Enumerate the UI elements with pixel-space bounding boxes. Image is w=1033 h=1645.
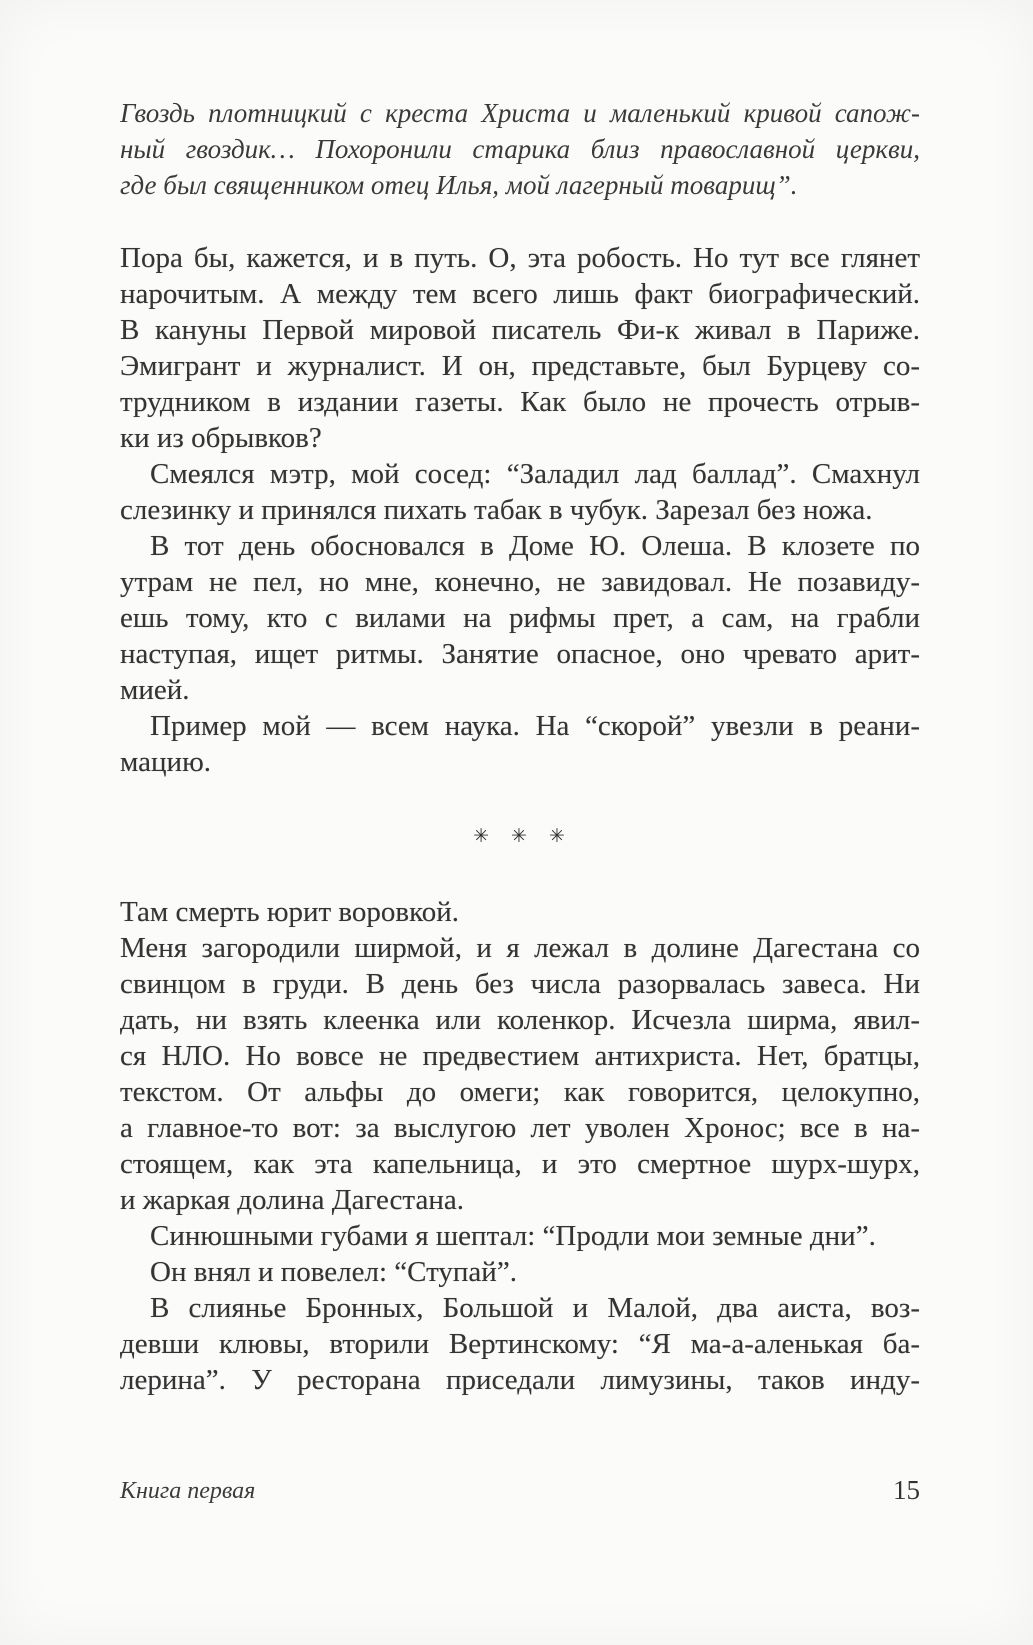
paragraph xyxy=(120,708,920,780)
paragraph xyxy=(120,456,920,528)
text-line: ный гвоздик… Похоронили старика близ православной церкви, xyxy=(120,134,920,164)
text-line: дать, ни взять клеенка или коленкор. Исчезла ширма, явил- xyxy=(120,1004,920,1036)
text-line: ки из обрывков? xyxy=(120,422,322,454)
text-line: Эмигрант и журналист. И он, представьте, был Бурцеву со- xyxy=(120,350,920,382)
paragraph xyxy=(120,1218,920,1254)
paragraph xyxy=(120,894,920,930)
paragraph xyxy=(120,930,920,1218)
text-line: слезинку и принялся пихать табак в чубук. Зарезал без ножа. xyxy=(120,494,873,526)
text-line: мией. xyxy=(120,674,190,706)
text-line: Пример мой — всем наука. На “скорой” увезли в реани- xyxy=(150,710,920,742)
text-line: В кануны Первой мировой писатель Фи-к живал в Париже. xyxy=(120,314,920,346)
text-line: Там смерть юрит воровкой. xyxy=(120,896,460,928)
paragraph xyxy=(120,240,920,456)
text-line: Смеялся мэтр, мой сосед: “Заладил лад баллад”. Смахнул xyxy=(150,458,920,490)
text-line: наступая, ищет ритмы. Занятие опасное, оно чревато арит- xyxy=(120,638,920,670)
text-line: свинцом в груди. В день без числа разорвалась завеса. Ни xyxy=(120,968,920,1000)
text-line: нарочитым. А между тем всего лишь факт биографический. xyxy=(120,278,920,310)
text-line: ся НЛО. Но вовсе не предвестием антихриста. Нет, братцы, xyxy=(120,1040,920,1072)
section-2 xyxy=(120,894,920,1398)
text-line: В тот день обосновался в Доме Ю. Олеша. В клозете по xyxy=(150,530,920,562)
text-line: трудником в издании газеты. Как было не прочесть отрыв- xyxy=(120,386,920,418)
text-line: В слиянье Бронных, Большой и Малой, два аиста, воз- xyxy=(150,1292,920,1324)
paragraph xyxy=(120,1254,920,1290)
text-line: лерина”. У ресторана приседали лимузины, таков инду- xyxy=(120,1364,920,1396)
text-line: девши клювы, вторили Вертинскому: “Я ма-а-аленькая ба- xyxy=(120,1328,920,1360)
text-line: утрам не пел, но мне, конечно, не завидовал. Не позавиду- xyxy=(120,566,920,598)
text-line: Синюшными губами я шептал: “Продли мои земные дни”. xyxy=(150,1220,876,1252)
text-line: мацию. xyxy=(120,746,211,778)
section-separator: ✳ ✳ ✳ xyxy=(473,825,567,847)
text-line: где был священником отец Илья, мой лагерный товарищ”. xyxy=(120,170,798,200)
footer-book-label: Книга первая xyxy=(120,1478,256,1504)
paragraph xyxy=(120,1290,920,1398)
text-line: Гвоздь плотницкий с креста Христа и маленький кривой сапож- xyxy=(120,98,920,128)
section-1 xyxy=(120,240,920,780)
text-line: Он внял и повелел: “Ступай”. xyxy=(150,1256,517,1288)
text-line: а главное-то вот: за выслугою лет уволен Хронос; все в на- xyxy=(120,1112,920,1144)
paragraph xyxy=(120,528,920,708)
text-line: и жаркая долина Дагестана. xyxy=(120,1184,464,1216)
text-line: стоящем, как эта капельница, и это смертное шурх-шурх, xyxy=(120,1148,920,1180)
text-line: Пора бы, кажется, и в путь. О, эта робость. Но тут все глянет xyxy=(120,242,920,274)
footer-page-number: 15 xyxy=(893,1475,920,1505)
text-line: ешь тому, кто с вилами на рифмы прет, а сам, на грабли xyxy=(120,602,920,634)
epigraph xyxy=(120,95,920,203)
paragraph xyxy=(120,95,920,203)
text-line: текстом. От альфы до омеги; как говорится, целокупно, xyxy=(120,1076,920,1108)
text-line: Меня загородили ширмой, и я лежал в долине Дагестана со xyxy=(120,932,920,964)
